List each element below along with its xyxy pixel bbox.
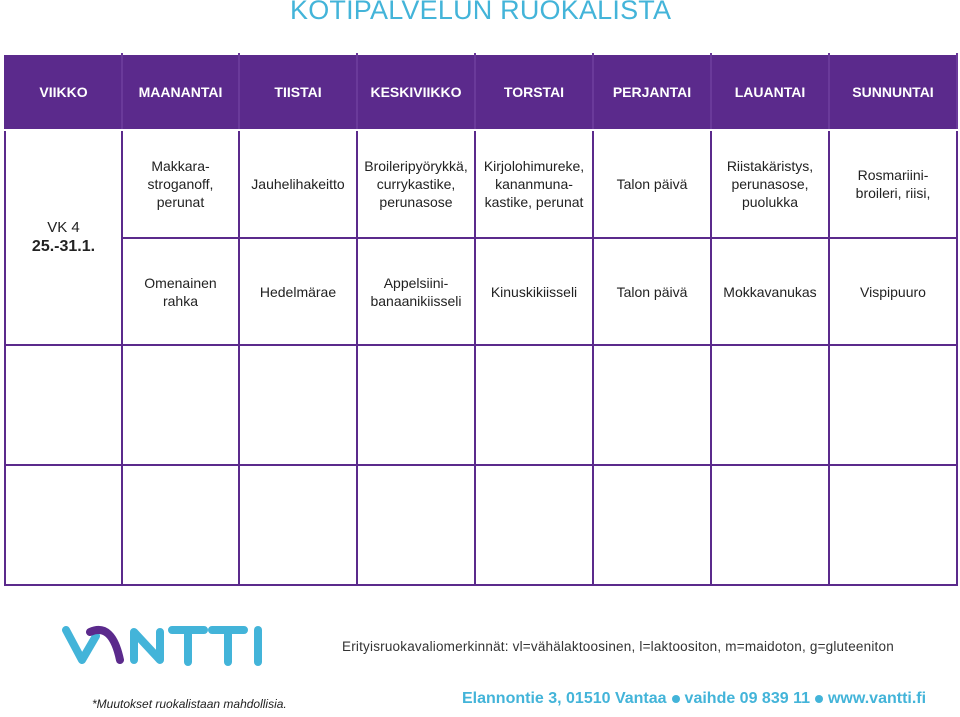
dessert-wednesday: Appelsiini- banaanikiisseli — [357, 238, 475, 345]
header-friday: PERJANTAI — [593, 54, 711, 130]
empty-cell — [357, 345, 475, 465]
empty-cell — [593, 345, 711, 465]
week-label: VK 4 — [47, 219, 80, 236]
contact-phone: vaihde 09 839 11 — [684, 690, 810, 707]
empty-cell — [475, 465, 593, 585]
main-wednesday: Broileripyörykkä, currykastike, perunasose — [357, 130, 475, 238]
main-saturday: Riistakäristys, perunasose, puolukka — [711, 130, 829, 238]
main-monday: Makkara- stroganoff, perunat — [122, 130, 239, 238]
week-dates: 25.-31.1. — [31, 238, 96, 255]
empty-cell — [5, 465, 122, 585]
main-tuesday: Jauhelihakeitto — [239, 130, 357, 238]
empty-cell — [829, 345, 957, 465]
main-friday: Talon päivä — [593, 130, 711, 238]
header-saturday: LAUANTAI — [711, 54, 829, 130]
empty-cell — [122, 345, 239, 465]
desserts-row — [5, 238, 957, 345]
header-tuesday: TIISTAI — [239, 54, 357, 130]
header-thursday: TORSTAI — [475, 54, 593, 130]
empty-cell — [711, 465, 829, 585]
empty-cell — [122, 465, 239, 585]
header-sunday: SUNNUNTAI — [829, 54, 957, 130]
vantti-logo — [60, 620, 280, 672]
dessert-monday: Omenainen rahka — [122, 238, 239, 345]
dessert-friday: Talon päivä — [593, 238, 711, 345]
main-thursday: Kirjolohimureke, kananmuna- kastike, perunat — [475, 130, 593, 238]
main-sunday: Rosmariini- broileri, riisi, — [829, 130, 957, 238]
empty-row — [5, 465, 957, 585]
contact-web[interactable]: www.vantti.fi — [827, 690, 927, 707]
separator-dot — [815, 695, 823, 703]
empty-cell — [5, 345, 122, 465]
contact-address: Elannontie 3, 01510 Vantaa — [462, 690, 667, 707]
empty-cell — [711, 345, 829, 465]
empty-cell — [239, 345, 357, 465]
menu-table — [4, 53, 958, 586]
empty-cell — [829, 465, 957, 585]
header-monday: MAANANTAI — [122, 54, 239, 130]
empty-cell — [593, 465, 711, 585]
dessert-thursday: Kinuskikiisseli — [475, 238, 593, 345]
separator-dot — [672, 695, 680, 703]
empty-row — [5, 345, 957, 465]
header-week: VIIKKO — [5, 54, 122, 130]
empty-cell — [239, 465, 357, 585]
dessert-tuesday: Hedelmärae — [239, 238, 357, 345]
header-wednesday: KESKIVIIKKO — [357, 54, 475, 130]
dessert-saturday: Mokkavanukas — [711, 238, 829, 345]
mains-row — [5, 130, 957, 238]
empty-cell — [475, 345, 593, 465]
changes-note: *Muutokset ruokalistaan mahdollisia. — [92, 697, 287, 711]
header-row — [5, 54, 957, 130]
contact-info — [462, 690, 926, 708]
week-cell — [5, 130, 122, 345]
dessert-sunday: Vispipuuro — [829, 238, 957, 345]
diet-legend: Erityisruokavaliomerkinnät: vl=vähälaktoosinen, l=laktoositon, m=maidoton, g=gluteeniton — [342, 639, 894, 654]
page-title: KOTIPALVELUN RUOKALISTA — [290, 0, 672, 25]
empty-cell — [357, 465, 475, 585]
